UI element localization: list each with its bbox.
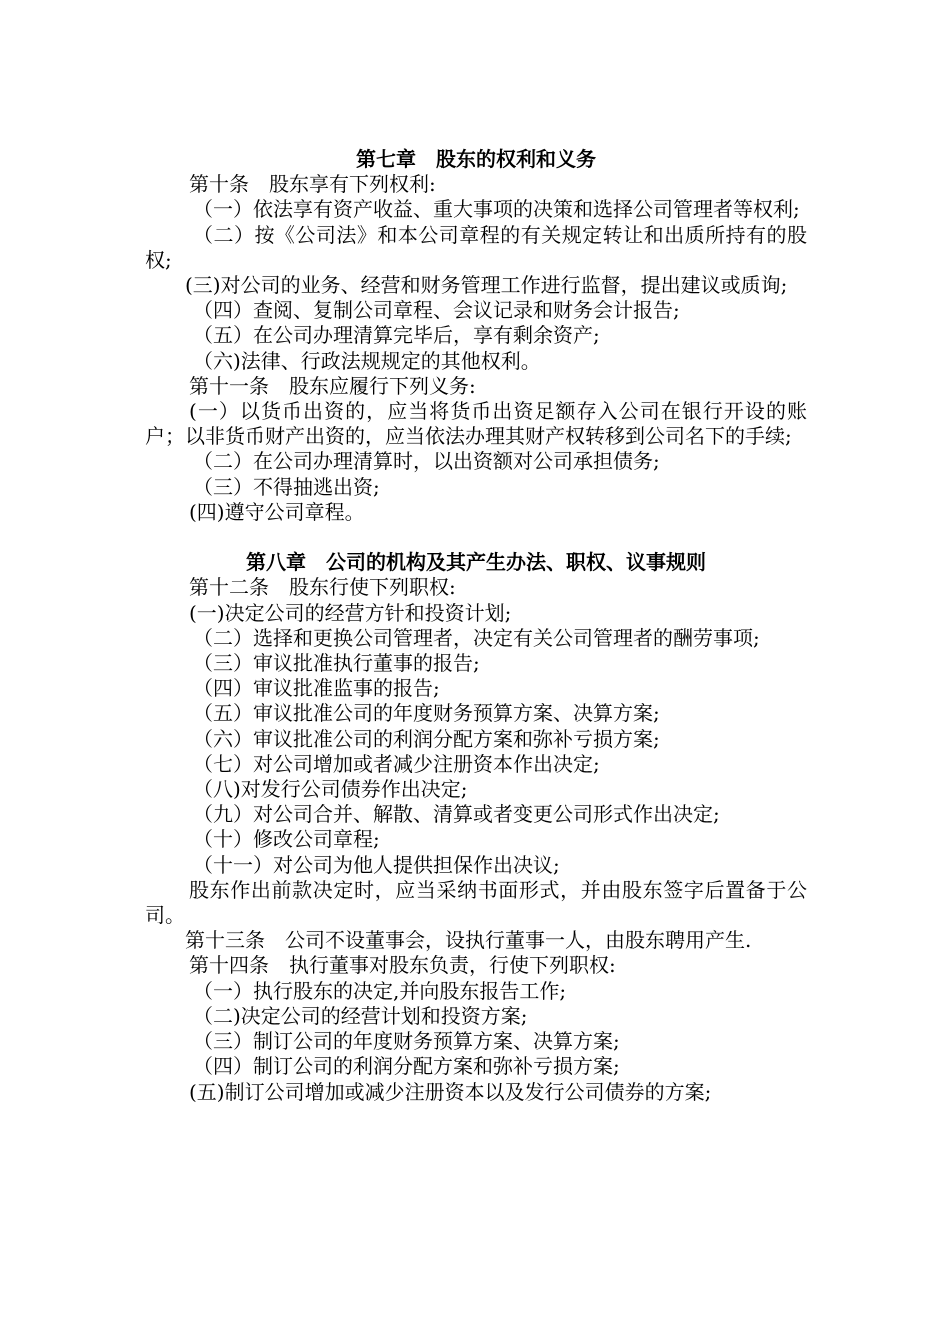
article-paragraph: （十一）对公司为他人提供担保作出决议; [193,852,560,877]
article-paragraph: （五）在公司办理清算完毕后，享有剩余资产; [193,323,600,348]
chapter-8-title: 第八章 公司的机构及其产生办法、职权、议事规则 [246,550,706,575]
article-paragraph: （二）在公司办理清算时，以出资额对公司承担债务; [193,449,660,474]
chapter-7-title: 第七章 股东的权利和义务 [356,147,596,171]
article-paragraph: （九）对公司合并、解散、清算或者变更公司形式作出决定; [193,802,720,827]
article-paragraph: （五）审议批准公司的年度财务预算方案、决算方案; [193,701,660,726]
article-paragraph: （三）审议批准执行董事的报告; [193,651,480,676]
article-paragraph: (一)决定公司的经营方针和投资计划; [189,600,512,625]
article-paragraph: 第十一条 股东应履行下列义务: [189,373,476,398]
article-paragraph: （三）制订公司的年度财务预算方案、决算方案; [193,1029,620,1054]
article-paragraph: （一）依法享有资产收益、重大事项的决策和选择公司管理者等权利; [193,197,800,222]
article-paragraph: (一）以货币出资的，应当将货币出资足额存入公司在银行开设的账户；以非货币财产出资的，应当依法办理其财产权转移到公司名下的手续; [145,399,807,449]
article-paragraph: （四）查阅、复制公司章程、会议记录和财务会计报告; [193,298,680,323]
article-paragraph: 第十三条 公司不设董事会，设执行董事一人，由股东聘用产生. [185,928,752,953]
article-paragraph: （八)对发行公司债券作出决定; [193,777,468,802]
article-paragraph: （七）对公司增加或者减少注册资本作出决定; [193,751,600,776]
article-paragraph: （二)决定公司的经营计划和投资方案; [193,1003,528,1028]
article-paragraph: （二）按《公司法》和本公司章程的有关规定转让和出质所持有的股权; [145,222,807,272]
article-paragraph: 第十条 股东享有下列权利: [189,172,436,197]
article-paragraph: (五)制订公司增加或减少注册资本以及发行公司债券的方案; [189,1079,712,1104]
article-paragraph: 第十四条 执行董事对股东负责，行使下列职权: [189,953,616,978]
section-gap [145,525,807,550]
article-paragraph: （十）修改公司章程; [193,827,380,852]
article-paragraph: 股东作出前款决定时，应当采纳书面形式，并由股东签字后置备于公司。 [145,877,807,928]
article-paragraph: （四）审议批准监事的报告; [193,676,440,701]
chapter-7-body [145,172,807,525]
article-paragraph: （二）选择和更换公司管理者，决定有关公司管理者的酬劳事项; [193,625,760,650]
article-paragraph: （三）不得抽逃出资; [193,474,380,499]
article-paragraph: （六）审议批准公司的利润分配方案和弥补亏损方案; [193,726,660,751]
article-paragraph: (四)遵守公司章程。 [189,499,365,524]
chapter-8-body [145,575,807,1104]
article-paragraph: （一）执行股东的决定,并向股东报告工作; [193,978,567,1003]
article-paragraph: （四）制订公司的利润分配方案和弥补亏损方案; [193,1054,620,1079]
article-paragraph: 第十二条 股东行使下列职权: [189,575,456,600]
article-paragraph: （六)法律、行政法规规定的其他权利。 [193,348,541,373]
article-paragraph: (三)对公司的业务、经营和财务管理工作进行监督，提出建议或质询; [185,273,788,298]
document-body [145,147,807,1105]
